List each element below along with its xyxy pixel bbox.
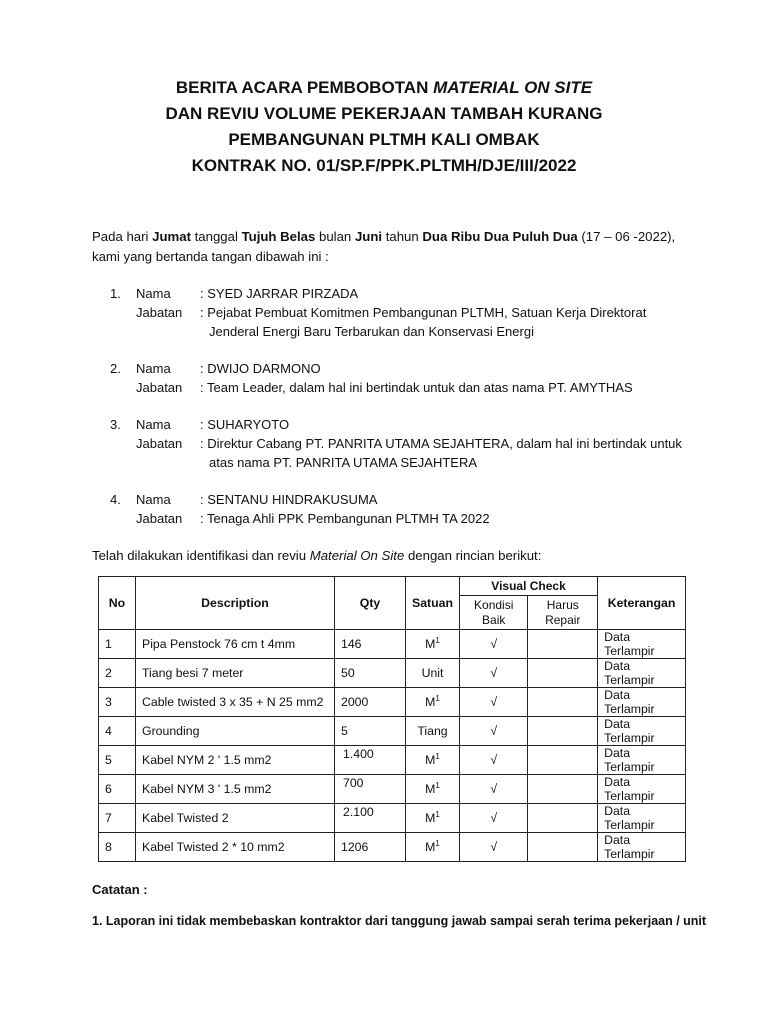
cell-kondisi-baik: √ bbox=[460, 804, 528, 833]
signatory-position: : Direktur Cabang PT. PANRITA UTAMA SEJAHTERA, dalam hal ini bertindak untuk atas nama PT. PANRITA UTAMA SEJAHTERA bbox=[200, 436, 682, 470]
unit-superscript: 1 bbox=[435, 636, 440, 646]
cell-harus-repair bbox=[528, 804, 598, 833]
notes-heading: Catatan : bbox=[92, 882, 148, 897]
material-on-site-table bbox=[98, 576, 686, 862]
signatory-name: : DWIJO DARMONO bbox=[200, 361, 321, 376]
cell-no: 6 bbox=[99, 775, 136, 804]
cell-kondisi-baik: √ bbox=[460, 833, 528, 862]
signatory-position: : Pejabat Pembuat Komitmen Pembangunan PLTMH, Satuan Kerja Direktorat Jenderal Energi Baru Terbarukan dan Konservasi Energi bbox=[200, 305, 647, 339]
intro-month: Juni bbox=[354, 229, 383, 244]
cell-qty: 146 bbox=[335, 630, 406, 659]
cell-harus-repair bbox=[528, 630, 598, 659]
table-row bbox=[99, 659, 686, 688]
cell-qty: 2.100 bbox=[335, 804, 406, 833]
cell-keterangan: Data Terlampir bbox=[598, 833, 686, 862]
cell-harus-repair bbox=[528, 833, 598, 862]
cell-description: Kabel Twisted 2 * 10 mm2 bbox=[136, 833, 335, 862]
cell-satuan: $M^1$ bbox=[406, 630, 460, 659]
header-visual-check: Visual Check bbox=[460, 577, 598, 596]
intro-date: Tujuh Belas bbox=[241, 229, 316, 244]
cell-harus-repair bbox=[528, 775, 598, 804]
cell-satuan: $M^1$ bbox=[406, 833, 460, 862]
intro-line-2: kami yang bertanda tangan dibawah ini : bbox=[92, 249, 329, 264]
intro-paragraph: Pada hari Jumat tanggal Tujuh Belas bulan Juni tahun Dua Ribu Dua Puluh Dua (17 – 06 -2022), kami yang bertanda tangan dibawah ini : bbox=[92, 229, 676, 264]
cell-satuan: $M^1$ bbox=[406, 804, 460, 833]
signatory-position: : Team Leader, dalam hal ini bertindak untuk dan atas nama PT. AMYTHAS bbox=[200, 380, 633, 395]
cell-keterangan: Data Terlampir bbox=[598, 688, 686, 717]
cell-kondisi-baik: √ bbox=[460, 659, 528, 688]
table-lead-text: Telah dilakukan identifikasi dan reviu Material On Site dengan rincian berikut: bbox=[92, 548, 542, 563]
cell-qty: 700 bbox=[335, 775, 406, 804]
unit-superscript: 1 bbox=[435, 810, 440, 820]
cell-keterangan: Data Terlampir bbox=[598, 717, 686, 746]
cell-kondisi-baik: √ bbox=[460, 746, 528, 775]
cell-harus-repair bbox=[528, 688, 598, 717]
table-row bbox=[99, 717, 686, 746]
table-row bbox=[99, 630, 686, 659]
signatory-list bbox=[110, 284, 700, 528]
cell-kondisi-baik: √ bbox=[460, 775, 528, 804]
cell-harus-repair bbox=[528, 659, 598, 688]
cell-description: Grounding bbox=[136, 717, 335, 746]
cell-description: Kabel NYM 3 ' 1.5 mm2 bbox=[136, 775, 335, 804]
title-line-4: KONTRAK NO. 01/SP.F/PPK.PLTMH/DJE/III/2022 bbox=[191, 156, 577, 175]
cell-no: 3 bbox=[99, 688, 136, 717]
signatory-name: : SYED JARRAR PIRZADA bbox=[200, 286, 359, 301]
signatory-name: : SENTANU HINDRAKUSUMA bbox=[200, 492, 378, 507]
title-italic: MATERIAL ON SITE bbox=[433, 78, 593, 97]
header-keterangan: Keterangan bbox=[598, 577, 686, 630]
cell-keterangan: Data Terlampir bbox=[598, 659, 686, 688]
unit-superscript: 1 bbox=[435, 694, 440, 704]
unit-superscript: 1 bbox=[435, 839, 440, 849]
signatory-3: 3. Nama : SUHARYOTO Jabatan : Direktur Cabang PT. PANRITA UTAMA SEJAHTERA, dalam hal ini bertindak untuk atas nama PT. PANRITA UTAMA SEJAHTERA bbox=[110, 415, 700, 472]
cell-description: Tiang besi 7 meter bbox=[136, 659, 335, 688]
cell-kondisi-baik: √ bbox=[460, 688, 528, 717]
cell-satuan: Tiang bbox=[406, 717, 460, 746]
header-kondisi-baik: Kondisi Baik bbox=[460, 596, 528, 630]
cell-qty: 5 bbox=[335, 717, 406, 746]
cell-harus-repair bbox=[528, 717, 598, 746]
title-line-3: PEMBANGUNAN PLTMH KALI OMBAK bbox=[228, 130, 540, 149]
cell-keterangan: Data Terlampir bbox=[598, 746, 686, 775]
table-row bbox=[99, 688, 686, 717]
unit-superscript: 1 bbox=[435, 781, 440, 791]
cell-description: Cable twisted 3 x 35 + N 25 mm2 bbox=[136, 688, 335, 717]
cell-no: 7 bbox=[99, 804, 136, 833]
signatory-2: 2. Nama : DWIJO DARMONO Jabatan : Team Leader, dalam hal ini bertindak untuk dan atas nama PT. AMYTHAS bbox=[110, 359, 700, 397]
intro-year: Dua Ribu Dua Puluh Dua bbox=[422, 229, 578, 244]
cell-no: 1 bbox=[99, 630, 136, 659]
unit-superscript: 1 bbox=[435, 752, 440, 762]
cell-satuan: $M^1$ bbox=[406, 688, 460, 717]
cell-description: Kabel Twisted 2 bbox=[136, 804, 335, 833]
header-no: No bbox=[99, 577, 136, 630]
cell-description: Pipa Penstock 76 cm t 4mm bbox=[136, 630, 335, 659]
cell-satuan: $M^1$ bbox=[406, 746, 460, 775]
table-row bbox=[99, 746, 686, 775]
cell-no: 2 bbox=[99, 659, 136, 688]
cell-qty: 1.400 bbox=[335, 746, 406, 775]
table-row bbox=[99, 804, 686, 833]
cell-satuan: $M^1$ bbox=[406, 775, 460, 804]
cell-keterangan: Data Terlampir bbox=[598, 804, 686, 833]
header-qty: Qty bbox=[335, 577, 406, 630]
signatory-name: : SUHARYOTO bbox=[200, 417, 290, 432]
table-row bbox=[99, 775, 686, 804]
cell-no: 4 bbox=[99, 717, 136, 746]
cell-keterangan: Data Terlampir bbox=[598, 630, 686, 659]
signatory-1: 1. Nama : SYED JARRAR PIRZADA Jabatan : Pejabat Pembuat Komitmen Pembangunan PLTMH, Satuan Kerja Direktorat Jenderal Energi Baru Terbarukan dan Konservasi Energi bbox=[110, 284, 700, 341]
header-harus-repair: Harus Repair bbox=[528, 596, 598, 630]
document-title bbox=[0, 75, 768, 179]
cell-qty: 1206 bbox=[335, 833, 406, 862]
title-line-2: DAN REVIU VOLUME PEKERJAAN TAMBAH KURANG bbox=[165, 104, 603, 123]
signatory-4: 4. Nama : SENTANU HINDRAKUSUMA Jabatan : Tenaga Ahli PPK Pembangunan PLTMH TA 2022 bbox=[110, 490, 700, 528]
signatory-position: : Tenaga Ahli PPK Pembangunan PLTMH TA 2022 bbox=[200, 511, 490, 526]
cell-kondisi-baik: √ bbox=[460, 717, 528, 746]
note-item-1: 1. Laporan ini tidak membebaskan kontraktor dari tanggung jawab sampai serah terima pekerjaan / unit bbox=[92, 914, 707, 928]
table-row bbox=[99, 833, 686, 862]
cell-description: Kabel NYM 2 ' 1.5 mm2 bbox=[136, 746, 335, 775]
cell-satuan: Unit bbox=[406, 659, 460, 688]
cell-qty: 50 bbox=[335, 659, 406, 688]
cell-kondisi-baik: √ bbox=[460, 630, 528, 659]
intro-day: Jumat bbox=[152, 229, 191, 244]
cell-qty: 2000 bbox=[335, 688, 406, 717]
cell-no: 8 bbox=[99, 833, 136, 862]
cell-keterangan: Data Terlampir bbox=[598, 775, 686, 804]
cell-no: 5 bbox=[99, 746, 136, 775]
title-line-1: BERITA ACARA PEMBOBOTAN MATERIAL ON SITE bbox=[175, 78, 593, 97]
header-satuan: Satuan bbox=[406, 577, 460, 630]
cell-harus-repair bbox=[528, 746, 598, 775]
header-description: Description bbox=[136, 577, 335, 630]
